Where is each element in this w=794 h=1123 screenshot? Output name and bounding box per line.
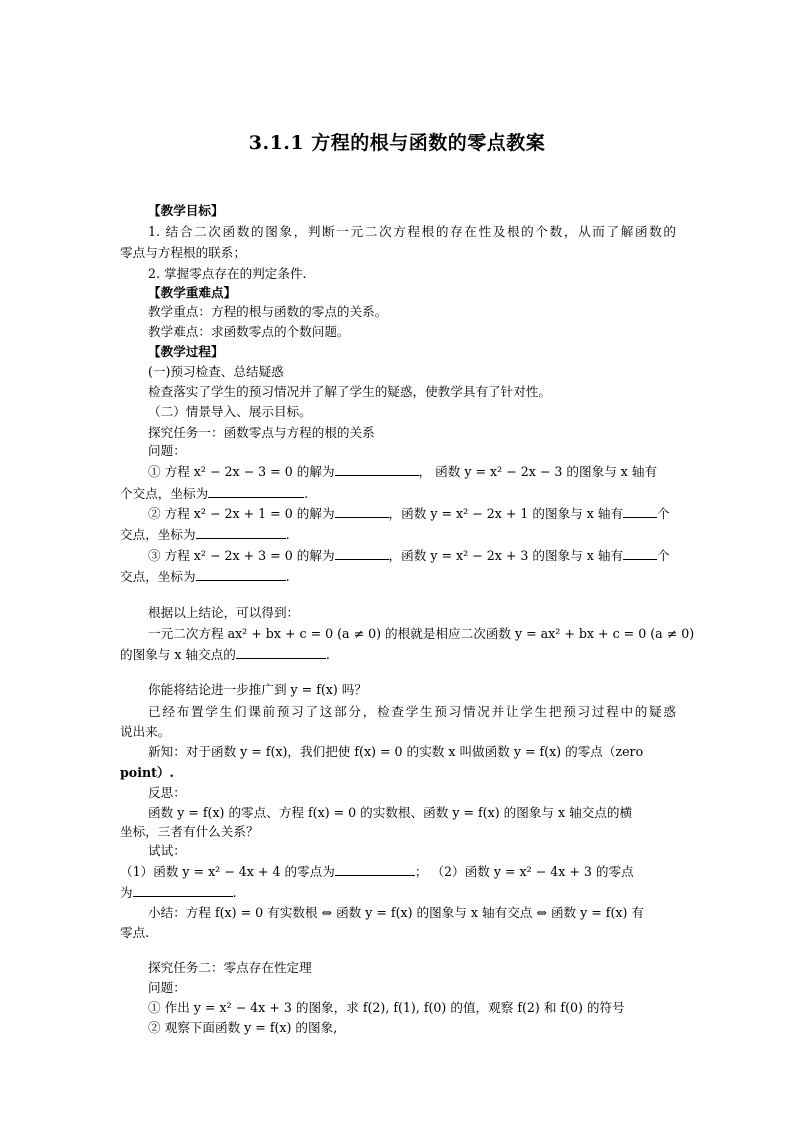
text-line <box>120 645 676 665</box>
text-line: （二）情景导入、展示目标。 <box>148 404 312 419</box>
text-line: 说出来。 <box>120 724 171 739</box>
text-line: 2. 掌握零点存在的判定条件. <box>148 266 307 281</box>
text-segment: （1）函数 y = x² − 4x + 4 的零点为 <box>120 864 335 879</box>
text-line: 1. 结合二次函数的图象，判断一元二次方程根的存在性及根的个数，从而了解函数的 <box>148 224 676 239</box>
text-line: 探究任务一：函数零点与方程的根的关系 <box>148 425 375 440</box>
answer-blank <box>623 504 657 518</box>
text-line: 根据以上结论，可以得到： <box>148 605 300 620</box>
answer-blank <box>196 567 286 581</box>
text-segment: ③ 方程 x² − 2x + 3 = 0 的解为 <box>148 548 335 563</box>
text-segment: ， 函数 y = x² − 2x − 3 的图象与 x 轴有 <box>418 464 658 479</box>
text-line: point）. <box>120 765 174 780</box>
answer-blank <box>623 546 657 560</box>
text-segment: 个交点，坐标为 <box>120 486 209 501</box>
text-segment: ，函数 y = x² − 2x + 1 的图象与 x 轴有 <box>388 506 624 521</box>
text-line: (一)预习检查、总结疑惑 <box>148 364 284 379</box>
text-segment: ； （2）函数 y = x² − 4x + 3 的零点 <box>414 864 634 879</box>
text-line: 一元二次方程 ax² + bx + c = 0 (a ≠ 0) 的根就是相应二次函数 y = ax² + bx + c = 0 (a ≠ 0) <box>148 626 695 641</box>
text-line: 已经布置学生们课前预习了这部分，检查学生预习情况并让学生把预习过程中的疑惑 <box>148 704 676 719</box>
text-line: 零点与方程根的联系； <box>120 245 246 260</box>
question-3-line <box>120 567 676 587</box>
text-line: ① 作出 y = x² − 4x + 3 的图象，求 f(2), f(1), f(0) 的值，观察 f(2) 和 f(0) 的符号 <box>148 1000 625 1015</box>
answer-blank <box>208 484 304 498</box>
period: . <box>304 486 309 501</box>
period: . <box>285 527 290 542</box>
answer-blank <box>335 546 389 560</box>
question-1-line <box>120 484 676 504</box>
period: . <box>285 569 290 584</box>
section-heading: 【教学重难点】 <box>148 285 237 300</box>
text-line: 检查落实了学生的预习情况并了解了学生的疑惑，使教学具有了针对性。 <box>148 384 551 399</box>
text-line: ② 观察下面函数 y = f(x) 的图象, <box>148 1020 338 1035</box>
text-line: 教学难点：求函数零点的个数问题。 <box>148 324 350 339</box>
text-segment: 为 <box>120 885 133 900</box>
exercise-line <box>120 883 676 903</box>
page-title: 3.1.1 方程的根与函数的零点教案 <box>248 132 546 154</box>
text-segment: 个 <box>657 548 670 563</box>
question-1-line <box>148 462 676 482</box>
text-line: 函数 y = f(x) 的零点、方程 f(x) = 0 的实数根、函数 y = f(x) 的图象与 x 轴交点的横 <box>148 805 633 820</box>
text-line: 坐标，三者有什么关系？ <box>120 824 259 839</box>
text-line: 教学重点：方程的根与函数的零点的关系。 <box>148 304 388 319</box>
answer-blank <box>236 645 326 659</box>
text-segment: ① 方程 x² − 2x − 3 = 0 的解为 <box>148 464 335 479</box>
text-segment: 交点，坐标为 <box>120 527 196 542</box>
text-line: 试试： <box>148 843 186 858</box>
question-2-line <box>120 525 676 545</box>
answer-blank <box>133 883 233 897</box>
answer-blank <box>335 862 415 876</box>
section-heading: 【教学目标】 <box>148 203 224 218</box>
text-segment: 交点，坐标为 <box>120 569 196 584</box>
period: . <box>232 885 237 900</box>
text-line: 新知：对于函数 y = f(x)，我们把使 f(x) = 0 的实数 x 叫做函数 y = f(x) 的零点（zero <box>148 744 644 759</box>
text-line: 零点. <box>120 925 150 940</box>
question-2-line <box>148 504 676 524</box>
text-line: 反思： <box>148 785 186 800</box>
text-segment: 个 <box>657 506 670 521</box>
section-heading: 【教学过程】 <box>148 344 224 359</box>
answer-blank <box>335 504 389 518</box>
text-line: 小结：方程 f(x) = 0 有实数根 ⇔ 函数 y = f(x) 的图象与 x 轴有交点 ⇔ 函数 y = f(x) 有 <box>148 905 644 920</box>
answer-blank <box>196 525 286 539</box>
question-3-line <box>148 546 676 566</box>
period: . <box>325 647 330 662</box>
text-segment: ，函数 y = x² − 2x + 3 的图象与 x 轴有 <box>388 548 624 563</box>
exercise-line <box>120 862 676 882</box>
text-line: 探究任务二：零点存在性定理 <box>148 960 312 975</box>
answer-blank <box>335 462 419 476</box>
text-line: 你能将结论进一步推广到 y = f(x) 吗？ <box>148 682 367 697</box>
text-segment: ② 方程 x² − 2x + 1 = 0 的解为 <box>148 506 335 521</box>
text-line: 问题： <box>148 443 186 458</box>
text-line: 问题： <box>148 980 186 995</box>
text-segment: 的图象与 x 轴交点的 <box>120 647 236 662</box>
